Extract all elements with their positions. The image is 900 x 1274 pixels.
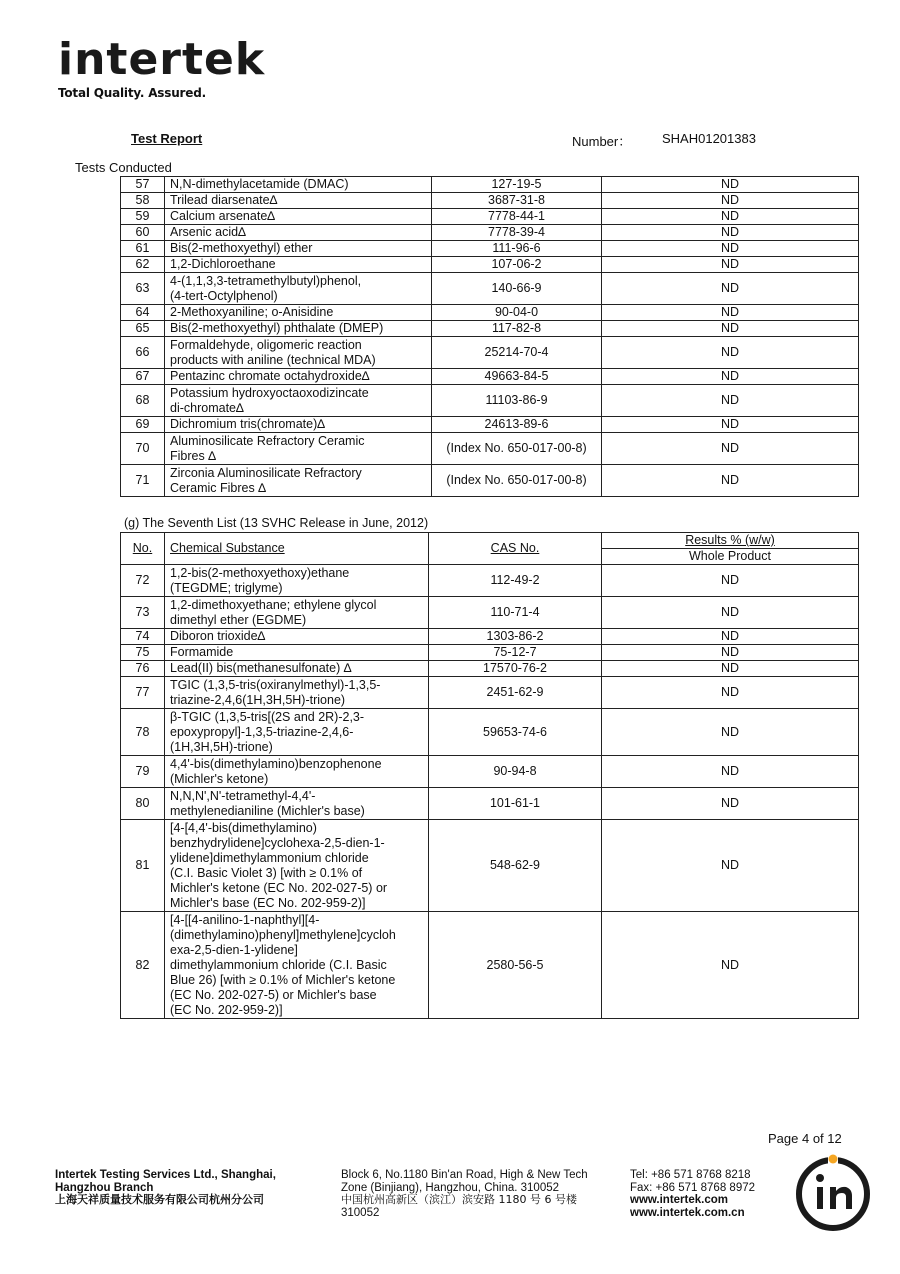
row-substance: Lead(II) bis(methanesulfonate) ∆ [165,661,429,677]
row-number: 61 [121,241,165,257]
logo-tagline: Total Quality. Assured. [58,86,206,100]
company-chinese: 上海天祥质量技术服务有限公司杭州分公司 [55,1193,264,1206]
row-result: ND [602,257,859,273]
row-number: 66 [121,337,165,369]
intertek-badge-icon [792,1151,874,1233]
seventh-list-label: (g) The Seventh List (13 SVHC Release in June, 2012) [124,516,429,530]
table-row [121,756,859,788]
row-cas: 17570-76-2 [429,661,602,677]
company-line-2: Hangzhou Branch [55,1181,154,1194]
table-row [121,257,859,273]
table-row [121,788,859,820]
row-result: ND [602,661,859,677]
row-substance: [4-[[4-anilino-1-naphthyl][4- (dimethylamino)phenyl]methylene]cycloh exa-2,5-dien-1-ylidene] dimethylammonium chloride (C.I. Basic Blue 26) [with ≥ 0.1% of Michler's ketone (EC No. 202-027-5) or Michler's base (EC No. 202-959-2)] [165,912,429,1019]
row-result: ND [602,597,859,629]
row-number: 68 [121,385,165,417]
website-cn-link[interactable]: www.intertek.com.cn [630,1206,745,1219]
header-no: No. [121,533,165,565]
seventh-list-table [120,532,859,1019]
row-number: 62 [121,257,165,273]
row-cas: 110-71-4 [429,597,602,629]
row-number: 59 [121,209,165,225]
logo-wordmark: intertek [58,34,266,85]
row-result: ND [602,321,859,337]
row-result: ND [602,417,859,433]
row-cas: 75-12-7 [429,645,602,661]
row-cas: 107-06-2 [432,257,602,273]
table-row [121,273,859,305]
header-cas: CAS No. [429,533,602,565]
row-substance: 2-Methoxyaniline; o-Anisidine [165,305,432,321]
row-cas: 11103-86-9 [432,385,602,417]
row-cas: (Index No. 650-017-00-8) [432,465,602,497]
telephone: Tel: +86 571 8768 8218 [630,1169,751,1181]
row-cas: 24613-89-6 [432,417,602,433]
table-row [121,433,859,465]
row-cas: 90-04-0 [432,305,602,321]
row-result: ND [602,820,859,912]
row-substance: Bis(2-methoxyethyl) ether [165,241,432,257]
header-whole-product: Whole Product [602,549,859,565]
row-result: ND [602,756,859,788]
table-row [121,661,859,677]
row-number: 67 [121,369,165,385]
row-number: 77 [121,677,165,709]
row-substance: Arsenic acid∆ [165,225,432,241]
row-result: ND [602,209,859,225]
row-substance: 1,2-dimethoxyethane; ethylene glycol dimethyl ether (EGDME) [165,597,429,629]
row-number: 58 [121,193,165,209]
table-row [121,385,859,417]
row-number: 76 [121,661,165,677]
row-substance: [4-[4,4'-bis(dimethylamino) benzhydrylidene]cyclohexa-2,5-dien-1- ylidene]dimethylammonium chloride (C.I. Basic Violet 3) [with ≥ 0.1% of Michler's ketone (EC No. 202-027-5) or Michler's base (EC No. 202-959-2)] [165,820,429,912]
row-result: ND [602,241,859,257]
fax: Fax: +86 571 8768 8972 [630,1181,756,1194]
row-number: 81 [121,820,165,912]
row-cas: 548-62-9 [429,820,602,912]
table-row [121,321,859,337]
address-chinese: 中国杭州高新区（滨江）滨安路 1180 号 6 号楼 [341,1193,577,1206]
table-row [121,629,859,645]
row-result: ND [602,645,859,661]
row-substance: β-TGIC (1,3,5-tris[(2S and 2R)-2,3- epoxypropyl]-1,3,5-triazine-2,4,6- (1H,3H,5H)-trione) [165,709,429,756]
row-number: 57 [121,177,165,193]
row-substance: Bis(2-methoxyethyl) phthalate (DMEP) [165,321,432,337]
row-number: 80 [121,788,165,820]
row-cas: 1303-86-2 [429,629,602,645]
row-substance: Calcium arsenate∆ [165,209,432,225]
row-number: 69 [121,417,165,433]
row-substance: N,N-dimethylacetamide (DMAC) [165,177,432,193]
row-number: 70 [121,433,165,465]
row-cas: 90-94-8 [429,756,602,788]
row-substance: 4-(1,1,3,3-tetramethylbutyl)phenol, (4-tert-Octylphenol) [165,273,432,305]
row-substance: Potassium hydroxyoctaoxodizincate di-chromate∆ [165,385,432,417]
table-row [121,597,859,629]
row-number: 71 [121,465,165,497]
row-result: ND [602,433,859,465]
row-result: ND [602,677,859,709]
row-cas: 25214-70-4 [432,337,602,369]
table-row [121,709,859,756]
row-cas: 2451-62-9 [429,677,602,709]
table-row [121,305,859,321]
row-result: ND [602,565,859,597]
table-row [121,241,859,257]
row-number: 79 [121,756,165,788]
table-row [121,465,859,497]
row-result: ND [602,337,859,369]
table-row [121,645,859,661]
report-number-label: Number： [572,134,632,149]
row-substance: Diboron trioxide∆ [165,629,429,645]
footer-address [341,1169,588,1219]
row-substance: Trilead diarsenate∆ [165,193,432,209]
row-substance: Formaldehyde, oligomeric reaction products with aniline (technical MDA) [165,337,432,369]
table-row [121,337,859,369]
table-row [121,565,859,597]
row-number: 73 [121,597,165,629]
page-number: Page 4 of 12 [768,1131,842,1146]
row-cas: 49663-84-5 [432,369,602,385]
row-cas: 111-96-6 [432,241,602,257]
company-line-1: Intertek Testing Services Ltd., Shanghai, [55,1169,276,1181]
table-row [121,677,859,709]
header-substance: Chemical Substance [165,533,429,565]
row-number: 75 [121,645,165,661]
row-substance: Formamide [165,645,429,661]
row-cas: 117-82-8 [432,321,602,337]
row-cas: 127-19-5 [432,177,602,193]
row-result: ND [602,305,859,321]
intertek-logo [58,34,266,100]
row-number: 64 [121,305,165,321]
row-substance: Aluminosilicate Refractory Ceramic Fibres ∆ [165,433,432,465]
address-postcode: 310052 [341,1206,380,1219]
seventh-list-table-body [121,565,859,1019]
row-result: ND [602,788,859,820]
row-result: ND [602,369,859,385]
row-result: ND [602,273,859,305]
table-row [121,209,859,225]
row-substance: 4,4'-bis(dimethylamino)benzophenone (Michler's ketone) [165,756,429,788]
table-row [121,912,859,1019]
row-substance: 1,2-bis(2-methoxyethoxy)ethane (TEGDME; triglyme) [165,565,429,597]
report-title: Test Report [131,131,203,146]
row-number: 63 [121,273,165,305]
row-result: ND [602,177,859,193]
report-number-value: SHAH01201383 [662,131,756,146]
svhc-table-continued [120,176,859,497]
row-substance: Pentazinc chromate octahydroxide∆ [165,369,432,385]
row-substance: N,N,N',N'-tetramethyl-4,4'- methylenedianiline (Michler's base) [165,788,429,820]
row-cas: 59653-74-6 [429,709,602,756]
row-result: ND [602,225,859,241]
row-cas: 140-66-9 [432,273,602,305]
table-row [121,193,859,209]
table-row [121,820,859,912]
row-number: 72 [121,565,165,597]
row-substance: TGIC (1,3,5-tris(oxiranylmethyl)-1,3,5- triazine-2,4,6(1H,3H,5H)-trione) [165,677,429,709]
table-row [121,417,859,433]
table-row [121,177,859,193]
row-result: ND [602,193,859,209]
footer-company [55,1169,276,1207]
row-result: ND [602,465,859,497]
row-cas: 7778-39-4 [432,225,602,241]
row-cas: (Index No. 650-017-00-8) [432,433,602,465]
tests-conducted-label: Tests Conducted [75,160,172,175]
row-cas: 2580-56-5 [429,912,602,1019]
row-substance: Zirconia Aluminosilicate Refractory Ceramic Fibres ∆ [165,465,432,497]
footer-contact [630,1169,755,1219]
address-line-1: Block 6, No.1180 Bin'an Road, High & New Tech [341,1169,588,1181]
row-number: 65 [121,321,165,337]
row-cas: 3687-31-8 [432,193,602,209]
row-result: ND [602,629,859,645]
row-result: ND [602,385,859,417]
row-cas: 101-61-1 [429,788,602,820]
header-results: Results % (w/w) [602,533,859,549]
address-line-2: Zone (Binjiang), Hangzhou, China. 310052 [341,1181,560,1194]
row-cas: 112-49-2 [429,565,602,597]
row-number: 78 [121,709,165,756]
row-number: 74 [121,629,165,645]
website-link[interactable]: www.intertek.com [630,1194,728,1206]
row-cas: 7778-44-1 [432,209,602,225]
row-number: 60 [121,225,165,241]
row-substance: 1,2-Dichloroethane [165,257,432,273]
row-substance: Dichromium tris(chromate)∆ [165,417,432,433]
row-result: ND [602,912,859,1019]
table-row [121,369,859,385]
row-number: 82 [121,912,165,1019]
table-row [121,225,859,241]
row-result: ND [602,709,859,756]
svhc-table-continued-body [121,177,859,497]
